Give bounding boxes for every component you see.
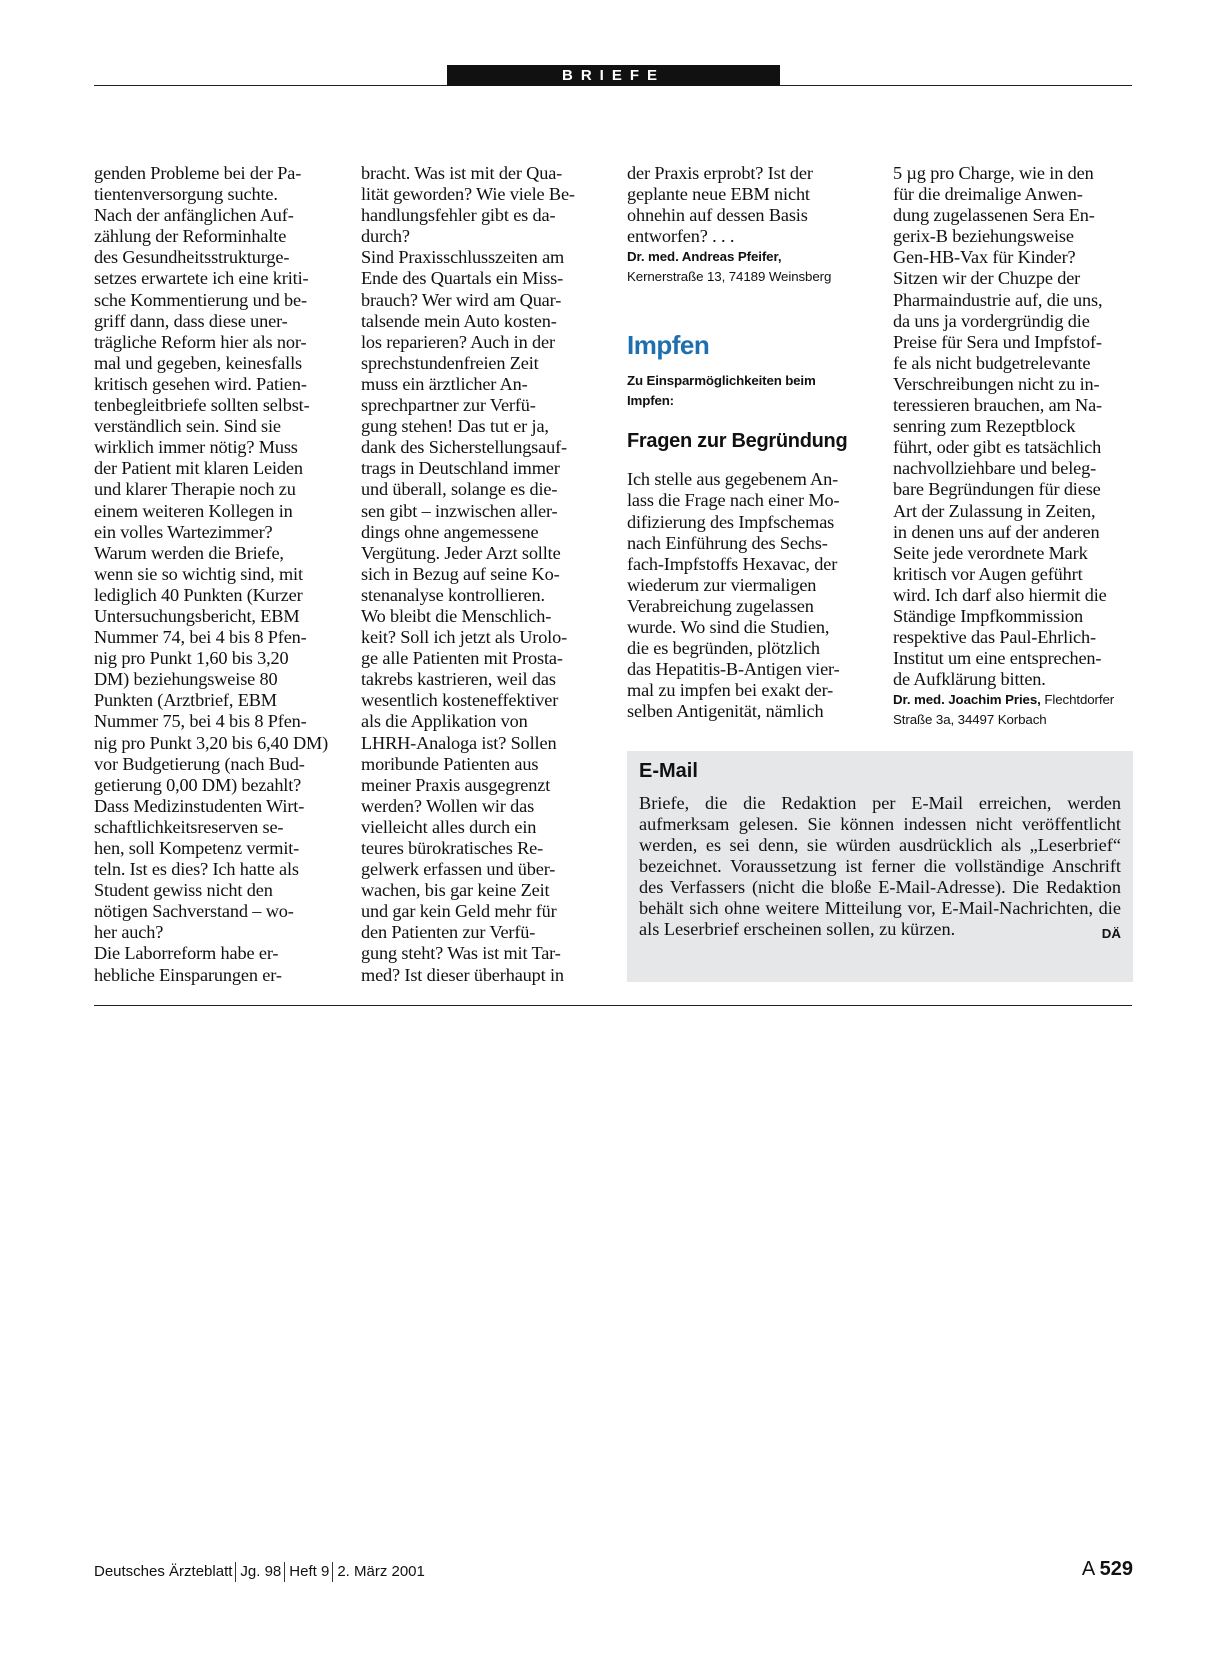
text-line: tenbegleitbriefe sollten selbst- bbox=[94, 395, 310, 416]
text-line: moribunde Patienten aus bbox=[361, 753, 539, 774]
footer-citation bbox=[94, 1562, 425, 1582]
text-line: zählung der Reforminhalte bbox=[94, 226, 287, 247]
text-line: dank des Sicherstellungsauf- bbox=[361, 437, 567, 458]
text-line: los reparieren? Auch in der bbox=[361, 331, 555, 352]
text-line: Verschreibungen nicht zu in- bbox=[893, 373, 1100, 394]
letter-signature-pries bbox=[893, 690, 1133, 729]
text-line: für die dreimalige Anwen- bbox=[893, 184, 1083, 205]
letter-continuation bbox=[627, 163, 867, 247]
text-line: wird. Ich darf also hiermit die bbox=[893, 584, 1107, 605]
text-line: hen, soll Kompetenz vermit- bbox=[94, 838, 300, 858]
text-line: gelwerk erfassen und über- bbox=[361, 859, 556, 880]
text-line: meiner Praxis ausgegrenzt bbox=[361, 774, 551, 795]
column-1 bbox=[94, 163, 334, 986]
text-line: teures bürokratisches Re- bbox=[361, 838, 544, 858]
text-line: wirklich immer nötig? Muss bbox=[94, 437, 298, 458]
text-line: respektive das Paul-Ehrlich- bbox=[893, 627, 1096, 648]
page-prefix: A bbox=[1081, 1558, 1095, 1580]
text-line: difizierung des Impfschemas bbox=[627, 511, 835, 532]
text-line: Art der Zulassung in Zeiten, bbox=[893, 500, 1096, 521]
text-line: hebliche Einsparungen er- bbox=[94, 964, 282, 985]
text-line: vor Budgetierung (nach Bud- bbox=[94, 753, 305, 774]
text-line: das Hepatitis-B-Antigen vier- bbox=[627, 659, 840, 680]
text-line: Institut um eine entsprechen- bbox=[893, 648, 1102, 669]
text-line: Dass Medizinstudenten Wirt- bbox=[94, 795, 305, 816]
text-line: durch? bbox=[361, 226, 410, 247]
text-line: teln. Ist es dies? Ich hatte als bbox=[94, 859, 299, 880]
column-3 bbox=[627, 163, 867, 723]
text-line: wesentlich kosteneffektiver bbox=[361, 690, 559, 711]
section-title: Impfen bbox=[627, 330, 710, 361]
text-line: nötigen Sachverstand – wo- bbox=[94, 901, 294, 922]
text-line: führt, oder gibt es tatsächlich bbox=[893, 437, 1102, 458]
text-line: Die Laborreform habe er- bbox=[94, 943, 279, 964]
text-line: her auch? bbox=[94, 922, 164, 943]
text-line: nachvollziehbare und beleg- bbox=[893, 458, 1097, 479]
text-line: Wo bleibt die Menschlich- bbox=[361, 605, 552, 626]
page-number-value: 529 bbox=[1099, 1558, 1133, 1580]
text-line: in denen uns auf der anderen bbox=[893, 521, 1100, 542]
text-line: lass die Frage nach einer Mo- bbox=[627, 490, 840, 511]
text-line: den Patienten zur Verfü- bbox=[361, 922, 536, 943]
text-line: tientenversorgung suchte. bbox=[94, 184, 278, 205]
text-line: muss ein ärztlicher An- bbox=[361, 373, 528, 394]
text-line: senring zum Rezeptblock bbox=[893, 416, 1076, 437]
text-line: sche Kommentierung und be- bbox=[94, 289, 307, 310]
text-line: talsende mein Auto kosten- bbox=[361, 310, 557, 331]
text-line: keit? Soll ich jetzt als Urolo- bbox=[361, 627, 568, 648]
text-line: med? Ist dieser überhaupt in bbox=[361, 964, 564, 985]
text-line: Gen-HB-Vax für Kinder? bbox=[893, 247, 1076, 268]
content-bottom-rule bbox=[94, 1005, 1132, 1006]
text-line: Student gewiss nicht den bbox=[94, 880, 273, 901]
text-line: Vergütung. Jeder Arzt sollte bbox=[361, 542, 561, 563]
author-address: Kernerstraße 13, 74189 Weinsberg bbox=[627, 268, 832, 284]
column-4 bbox=[893, 163, 1133, 729]
letter-body bbox=[627, 469, 867, 722]
text-line: und klarer Therapie noch zu bbox=[94, 479, 296, 500]
text-line: der Patient mit klaren Leiden bbox=[94, 458, 303, 479]
text-line: stenanalyse kontrollieren. bbox=[361, 584, 545, 605]
text-line: nig pro Punkt 1,60 bis 3,20 bbox=[94, 648, 289, 669]
text-line: nig pro Punkt 3,20 bis 6,40 DM) bbox=[94, 732, 329, 753]
text-line: ge alle Patienten mit Prosta- bbox=[361, 648, 563, 669]
text-line: einem weiteren Kollegen in bbox=[94, 500, 293, 521]
text-line: die es begründen, plötzlich bbox=[627, 638, 820, 659]
text-line: selben Antigenität, nämlich bbox=[627, 701, 824, 722]
author-address-line2: Straße 3a, 34497 Korbach bbox=[893, 711, 1047, 727]
text-line: gung steht? Was ist mit Tar- bbox=[361, 943, 561, 964]
text-line: Ende des Quartals ein Miss- bbox=[361, 268, 564, 289]
text-line: Ständige Impfkommission bbox=[893, 605, 1084, 626]
text-line: trags in Deutschland immer bbox=[361, 458, 560, 479]
text-line: der Praxis erprobt? Ist der bbox=[627, 163, 813, 183]
letter-continuation bbox=[893, 163, 1133, 690]
text-line: lität geworden? Wie viele Be- bbox=[361, 184, 575, 205]
text-line: ohnehin auf dessen Basis bbox=[627, 205, 808, 226]
journal-name: Deutsches Ärzteblatt bbox=[94, 1563, 233, 1580]
text-line: Ich stelle aus gegebenem An- bbox=[627, 469, 839, 490]
text-line: da uns ja vordergründig die bbox=[893, 310, 1090, 331]
text-line: Verabreichung zugelassen bbox=[627, 595, 814, 616]
author-name: Dr. med. Joachim Pries, bbox=[893, 692, 1041, 708]
text-line: Punkten (Arztbrief, EBM bbox=[94, 690, 277, 711]
text-line: geplante neue EBM nicht bbox=[627, 184, 810, 205]
text-line: Nummer 74, bei 4 bis 8 Pfen- bbox=[94, 627, 307, 648]
text-line: sen gibt – inzwischen aller- bbox=[361, 500, 558, 521]
text-line: lediglich 40 Punkten (Kurzer bbox=[94, 584, 303, 605]
text-line: gerix-B beziehungsweise bbox=[893, 226, 1074, 247]
text-line: trägliche Reform hier als nor- bbox=[94, 331, 307, 352]
text-line: Sind Praxisschlusszeiten am bbox=[361, 247, 565, 268]
text-line: wiederum zur viermaligen bbox=[627, 574, 817, 595]
author-address-line1: Flechtdorfer bbox=[1044, 692, 1115, 708]
text-line: bracht. Was ist mit der Qua- bbox=[361, 163, 563, 183]
section-intro: Zu Einsparmöglichkeiten beim Impfen: bbox=[627, 373, 816, 408]
text-line: entworfen? . . . bbox=[627, 226, 735, 247]
text-line: ein volles Wartezimmer? bbox=[94, 521, 273, 542]
text-line: fach-Impfstoffs Hexavac, der bbox=[627, 553, 838, 574]
author-name: Dr. med. Andreas Pfeifer, bbox=[627, 249, 782, 265]
text-line: genden Probleme bei der Pa- bbox=[94, 163, 302, 183]
page-number bbox=[1082, 1556, 1133, 1582]
text-line: Preise für Sera und Impfstof- bbox=[893, 331, 1102, 352]
journal-date: 2. März 2001 bbox=[337, 1563, 425, 1580]
text-line: Nach der anfänglichen Auf- bbox=[94, 205, 294, 226]
text-line: sprechstundenfreien Zeit bbox=[361, 352, 539, 373]
text-line: werden? Wollen wir das bbox=[361, 795, 535, 816]
text-line: handlungsfehler gibt es da- bbox=[361, 205, 556, 226]
text-line: 5 µg pro Charge, wie in den bbox=[893, 163, 1094, 183]
footer-separator bbox=[235, 1562, 236, 1582]
text-line: kritisch vor Augen geführt bbox=[893, 563, 1083, 584]
text-line: verständlich sein. Sind sie bbox=[94, 416, 281, 437]
text-line: und gar kein Geld mehr für bbox=[361, 901, 557, 922]
email-box-title: E-Mail bbox=[639, 760, 698, 782]
text-line: Seite jede verordnete Mark bbox=[893, 542, 1088, 563]
text-line: Warum werden die Briefe, bbox=[94, 542, 284, 563]
text-line: dung zugelassenen Sera En- bbox=[893, 205, 1095, 226]
text-line: setzes erwartete ich eine kriti- bbox=[94, 268, 309, 289]
text-line: Pharmaindustrie auf, die uns, bbox=[893, 289, 1103, 310]
email-box-text: Briefe, die die Redaktion per E-Mail erreichen, werden aufmerksam gelesen. Sie können indessen nicht veröffentlicht werden, es sei denn, sie würden ausdrücklich als „Leserbrief“ bezeichnet. Voraussetzung ist ferner die vollständige Anschrift des Verfassers (nicht die bloße E-Mail-Adresse). Die Redaktion behält sich ohne weitere Mitteilung vor, E-Mail-Nachrichten, die als Leserbrief erscheinen sollen, zu kürzen. bbox=[639, 793, 1121, 939]
text-line: Nummer 75, bei 4 bis 8 Pfen- bbox=[94, 711, 307, 732]
text-line: Untersuchungsbericht, EBM bbox=[94, 605, 300, 626]
text-line: Sitzen wir der Chuzpe der bbox=[893, 268, 1081, 289]
footer-separator bbox=[332, 1562, 333, 1582]
text-line: brauch? Wer wird am Quar- bbox=[361, 289, 562, 310]
text-line: als die Applikation von bbox=[361, 711, 528, 732]
text-line: mal und gegeben, keinesfalls bbox=[94, 352, 302, 373]
text-line: griff dann, dass diese uner- bbox=[94, 310, 288, 331]
text-line: LHRH-Analoga ist? Sollen bbox=[361, 732, 557, 753]
text-line: fe als nicht budgetrelevante bbox=[893, 352, 1091, 373]
text-line: wenn sie so wichtig sind, mit bbox=[94, 563, 303, 584]
text-line: getierung 0,00 DM) bezahlt? bbox=[94, 774, 302, 795]
text-line: nach Einführung des Sechs- bbox=[627, 532, 828, 553]
text-line: kritisch gesehen wird. Patien- bbox=[94, 373, 307, 394]
text-line: mal zu impfen bei exakt der- bbox=[627, 680, 834, 701]
email-box-signature: DÄ bbox=[1101, 926, 1121, 941]
text-line: und überall, solange es die- bbox=[361, 479, 558, 500]
email-info-box bbox=[627, 751, 1133, 982]
text-line: des Gesundheitsstrukturge- bbox=[94, 247, 290, 268]
text-line: bare Begründungen für diese bbox=[893, 479, 1101, 500]
text-line: schaftlichkeitsreserven se- bbox=[94, 816, 284, 837]
text-line: wachen, bis gar keine Zeit bbox=[361, 880, 550, 901]
text-line: dings ohne angemessene bbox=[361, 521, 539, 542]
section-header-label: BRIEFE bbox=[447, 65, 780, 86]
text-line: wurde. Wo sind die Studien, bbox=[627, 617, 830, 638]
text-line: teressieren brauchen, am Na- bbox=[893, 395, 1102, 416]
letter-subtitle: Fragen zur Begründung bbox=[627, 430, 848, 453]
text-line: takrebs kastrieren, weil das bbox=[361, 669, 556, 690]
text-line: sich in Bezug auf seine Ko- bbox=[361, 563, 560, 584]
text-line: vielleicht alles durch ein bbox=[361, 816, 537, 837]
text-line: gung stehen! Das tut er ja, bbox=[361, 416, 549, 437]
journal-issue: Heft 9 bbox=[289, 1563, 330, 1580]
journal-volume: Jg. 98 bbox=[240, 1563, 282, 1580]
text-line: DM) beziehungsweise 80 bbox=[94, 669, 278, 690]
letter-signature-pfeifer bbox=[627, 247, 867, 286]
text-line: de Aufklärung bitten. bbox=[893, 669, 1046, 690]
text-line: sprechpartner zur Verfü- bbox=[361, 395, 536, 416]
column-2 bbox=[361, 163, 601, 986]
footer-separator bbox=[284, 1562, 285, 1582]
